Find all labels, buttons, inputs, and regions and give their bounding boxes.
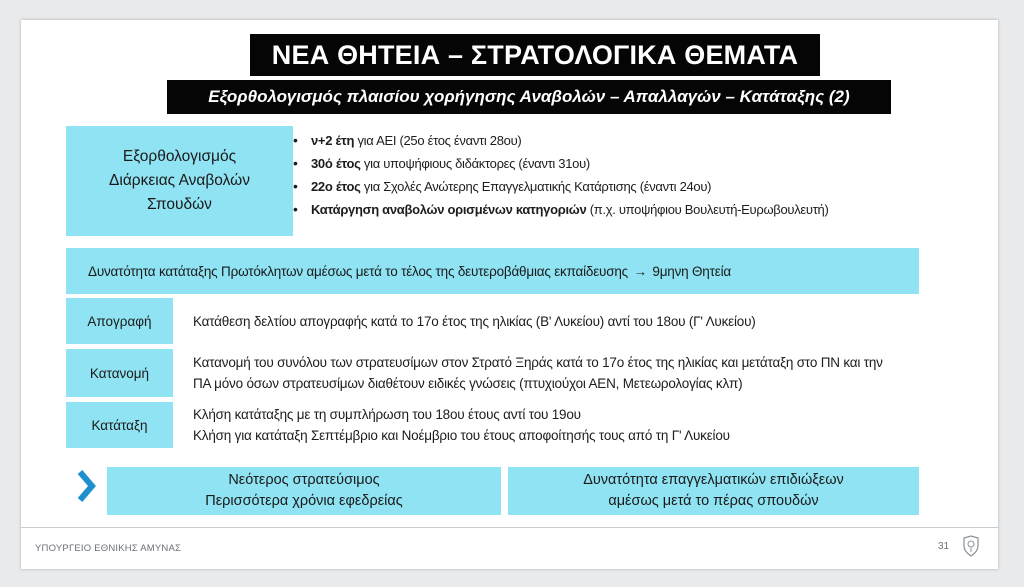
deferral-rationalization-box	[66, 126, 293, 236]
bullet-item	[291, 129, 941, 152]
bullet-text: για ΑΕΙ (25ο έτος έναντι 28ου)	[354, 133, 522, 148]
bullet-item	[291, 198, 941, 221]
row-text-registration	[193, 311, 953, 332]
footer-ministry-name: ΥΠΟΥΡΓΕΙΟ ΕΘΝΙΚΗΣ ΑΜΥΝΑΣ	[35, 543, 182, 554]
row-text-allocation	[193, 352, 953, 394]
benefit-box-younger-conscript	[107, 467, 501, 515]
slide-title: ΝΕΑ ΘΗΤΕΙΑ – ΣΤΡΑΤΟΛΟΓΙΚΑ ΘΕΜΑΤΑ	[250, 34, 820, 76]
benefit-line: αμέσως μετά το πέρας σπουδών	[608, 493, 819, 509]
bullet-bold: ν+2 έτη	[311, 133, 355, 148]
bullet-bold: Κατάργηση αναβολών ορισμένων κατηγοριών	[311, 202, 587, 217]
deferral-label-line: Σπουδών	[147, 196, 212, 213]
row-label-allocation: Κατανομή	[66, 349, 173, 397]
bullet-bold: 22ο έτος	[311, 179, 361, 194]
page-number: 31	[938, 541, 950, 552]
ministry-emblem-icon	[962, 535, 980, 557]
slide	[21, 20, 998, 569]
row-line: Κλήση για κατάταξη Σεπτέμβριο και Νοέμβριο του έτους αποφοίτησής τους από τη Γ' Λυκείου	[193, 428, 730, 443]
enlistment-banner	[66, 248, 919, 294]
benefit-line: Νεότερος στρατεύσιμος	[228, 472, 380, 488]
deferral-label-line: Εξορθολογισμός	[122, 148, 237, 165]
benefit-line: Δυνατότητα επαγγελματικών επιδιώξεων	[583, 472, 844, 488]
banner-tail: 9μηνη Θητεία	[652, 263, 731, 279]
row-text-enlistment	[193, 404, 953, 446]
row-line: Κατάθεση δελτίου απογραφής κατά το 17ο έτος της ηλικίας (Β' Λυκείου) αντί του 18ου (Γ' Λυκείου)	[193, 314, 756, 329]
slide-subtitle: Εξορθολογισμός πλαισίου χορήγησης Αναβολών – Απαλλαγών – Κατάταξης (2)	[167, 80, 891, 114]
row-label-registration: Απογραφή	[66, 298, 173, 344]
footer-divider	[21, 527, 998, 528]
row-label-enlistment: Κατάταξη	[66, 402, 173, 448]
bullet-text: για Σχολές Ανώτερης Επαγγελματικής Κατάρτισης (έναντι 24ου)	[360, 179, 712, 194]
row-line: Κατανομή του συνόλου των στρατευσίμων στον Στρατό Ξηράς κατά το 17ο έτος της ηλικίας και μετάταξη στο ΠΝ και την	[193, 355, 883, 370]
banner-text: Δυνατότητα κατάταξης Πρωτόκλητων αμέσως μετά το τέλος της δευτεροβάθμιας εκπαίδευσης	[88, 263, 628, 279]
bullet-text: (π.χ. υποψήφιου Βουλευτή-Ευρωβουλευτή)	[586, 202, 829, 217]
arrow-right-icon: →	[633, 263, 647, 279]
benefit-box-career-pursuits	[508, 467, 919, 515]
bullet-item	[291, 152, 941, 175]
benefit-line: Περισσότερα χρόνια εφεδρείας	[205, 493, 403, 509]
row-line: ΠΑ μόνο όσων στρατευσίμων διαθέτουν ειδικές γνώσεις (πτυχιούχοι ΑΕΝ, Μετεωρολογίας κλπ)	[193, 376, 743, 391]
deferral-label-line: Διάρκειας Αναβολών	[109, 172, 250, 189]
deferral-bullet-list	[291, 129, 941, 221]
row-line: Κλήση κατάταξης με τη συμπλήρωση του 18ου έτους αντί του 19ου	[193, 407, 581, 422]
bullet-bold: 30ό έτος	[311, 156, 361, 171]
chevron-right-icon	[76, 466, 98, 506]
bullet-text: για υποψήφιους διδάκτορες (έναντι 31ου)	[360, 156, 590, 171]
bullet-item	[291, 175, 941, 198]
